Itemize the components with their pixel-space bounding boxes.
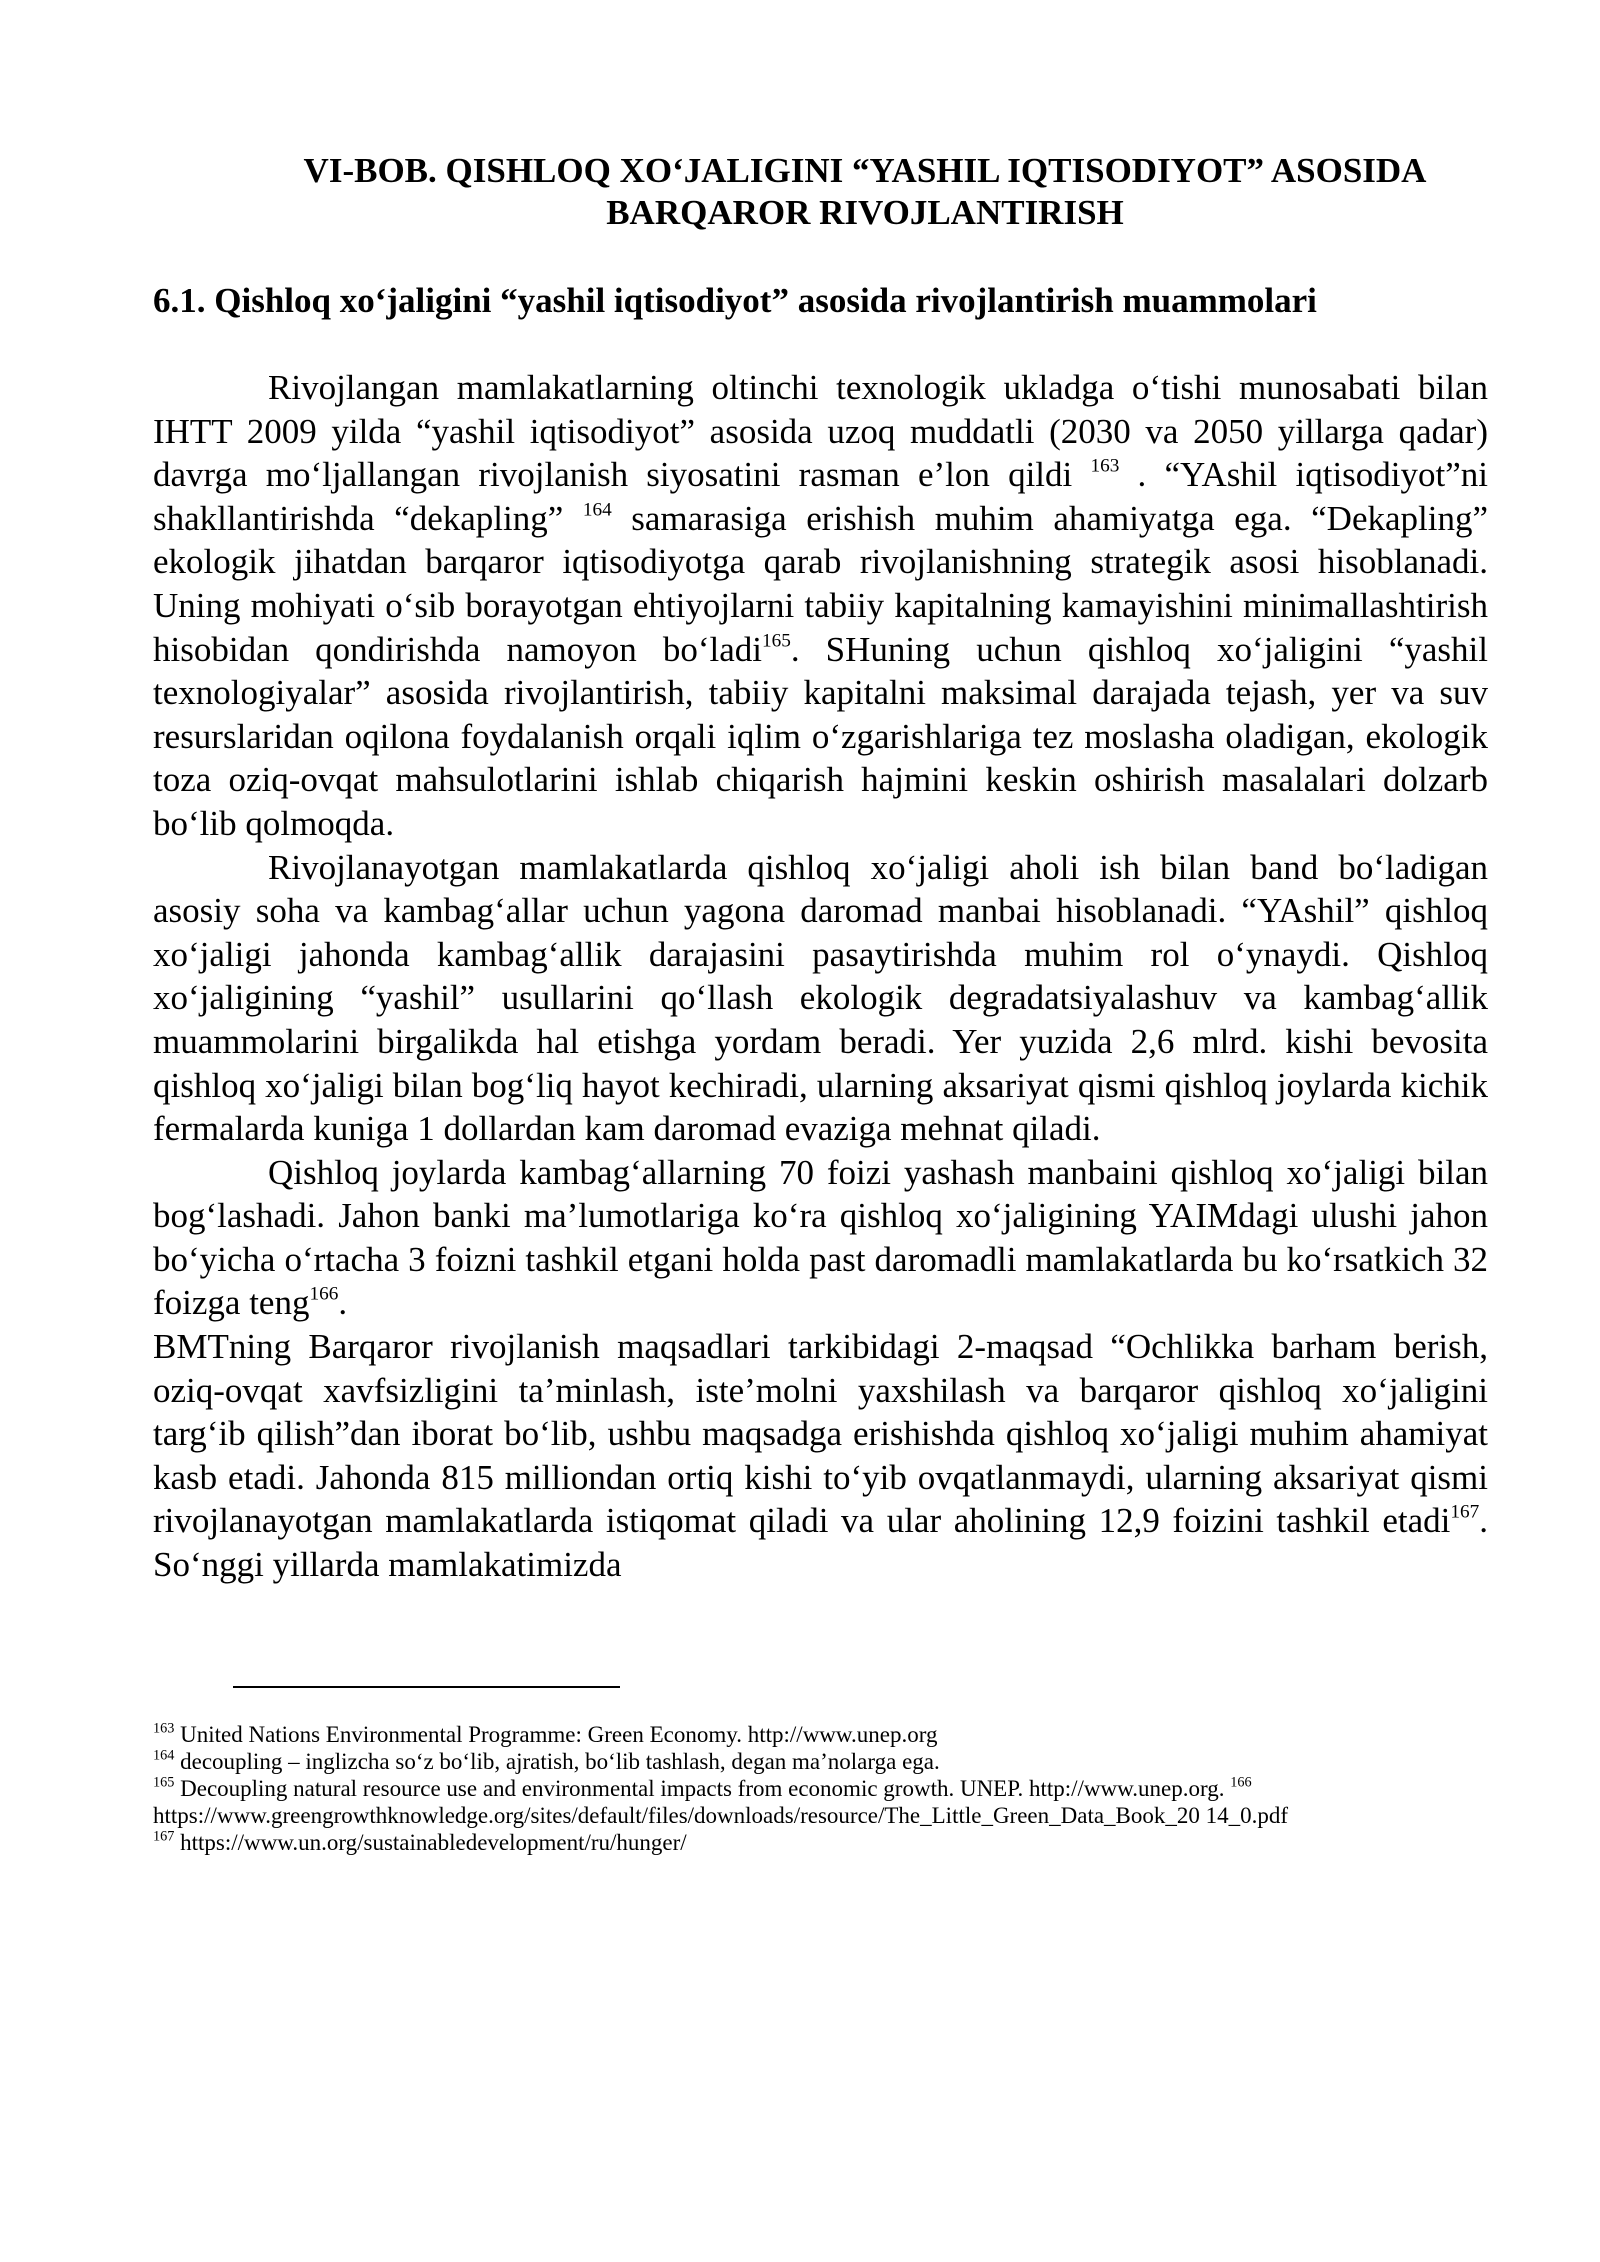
section-title: 6.1. Qishloq xo‘jaligini “yashil iqtisodiyot” asosida rivojlantirish muammolari (153, 281, 1317, 320)
paragraph-3-text-b: . (338, 1283, 348, 1323)
chapter-title-line-1: VI-BOB. QISHLOQ XO‘JALIGINI “YASHIL IQTISODIYOT” ASOSIDA (303, 151, 1427, 190)
paragraph-1-text-d: . SHuning uchun qishloq xo‘jaligini “yashil texnologiyalar” asosida rivojlantirish, tabiiy kapitalni maksimal darajada tejash, yer va suv resurslaridan oqilona foydalanish orqali iqlim o‘zgarishlariga tez moslasha oladigan, ekologik toza oziq-ovqat mahsulotlarini ishlab chiqarish hajmini keskin oshirish masalalari dolzarb bo‘lib qolmoqda. (153, 629, 1488, 843)
footnote-text: Decoupling natural resource use and environmental impacts from economic growth. UNEP. http://www.unep.org. (174, 1776, 1231, 1801)
footnote-ref-167: 167 (1450, 1502, 1480, 1523)
paragraph-2: Rivojlanayotgan mamlakatlarda qishloq xo‘jaligi aholi ish bilan band bo‘ladigan asosiy soha va kambag‘allar uchun yagona daromad manbai hisoblanadi. “YAshil” qishloq xo‘jaligi jahonda kambag‘allik darajasini pasaytirishda muhim rol o‘ynaydi. Qishloq xo‘jaligining “yashil” usullarini qo‘llash ekologik degradatsiyalashuv va kambag‘allik muammolarini birgalikda hal etishga yordam beradi. Yer yuzida 2,6 mlrd. kishi bevosita qishloq xo‘jaligi bilan bog‘liq hayot kechiradi, ularning aksariyat qismi qishloq joylarda kichik fermalarda kuniga 1 dollardan kam daromad evaziga mehnat qiladi. (153, 847, 1488, 1149)
footnote-ref-165: 165 (761, 630, 791, 652)
paragraph-1-text-c: samarasiga erishish muhim ahamiyatga ega. “Dekapling” ekologik jihatdan barqaror iqtisodiyotga qarab rivojlanishning strategik asosi hisoblanadi. Uning mohiyati o‘sib borayotgan ehtiyojlarni tabiiy kapitalning kamayishini minimallashtirish hisobidan qondirishda namoyon bo‘ladi (153, 498, 1488, 669)
footnote-number: 163 (153, 1720, 175, 1737)
footnotes (153, 1721, 1488, 1856)
footnote-number: 165 (153, 1774, 175, 1791)
footnote-165 (153, 1775, 1488, 1802)
footnote-163 (153, 1721, 1488, 1748)
paragraph-1 (153, 366, 1488, 846)
footnote-number: 164 (153, 1747, 175, 1764)
footnote-text: United Nations Environmental Programme: Green Economy. http://www.unep.org (174, 1722, 938, 1747)
footnote-ref-166: 166 (309, 1284, 339, 1306)
footnote-number: 167 (153, 1828, 175, 1845)
paragraph-1-text-a: Rivojlangan mamlakatlarning oltinchi texnologik ukladga o‘tishi munosabati bilan IHTT 2009 yilda “yashil iqtisodiyot” asosida uzoq muddatli (2030 va 2050 yillarga qadar) davrga mo‘ljallangan rivojlanish siyosatini rasman e’lon qildi (153, 368, 1488, 495)
paragraph-4 (153, 1325, 1488, 1587)
footnote-166 (153, 1802, 1488, 1829)
paragraph-3-text-a: Qishloq joylarda kambag‘allarning 70 foizi yashash manbaini qishloq xo‘jaligi bilan bog‘lashadi. Jahon banki ma’lumotlariga ko‘ra qishloq xo‘jaligining YAIMdagi ulushi jahon bo‘yicha o‘rtacha 3 foizni tashkil etgani holda past daromadli mamlakatlarda bu ko‘rsatkich 32 foizga teng (153, 1152, 1488, 1323)
footnote-ref-164: 164 (582, 499, 612, 521)
footnote-text: https://www.greengrowthknowledge.org/sites/default/files/downloads/resource/The_Little_Green_Data_Book_20 14_0.pdf (153, 1803, 1289, 1828)
paragraph-4-text-a: BMTning Barqaror rivojlanish maqsadlari tarkibidagi 2-maqsad “Ochlikka barham berish, oziq-ovqat xavfsizligini ta’minlash, iste’molni yaxshilash va barqaror qishloq xo‘jaligini targ‘ib qilish”dan iborat bo‘lib, ushbu maqsadga erishishda qishloq xo‘jaligi muhim ahamiyat kasb etadi. Jahonda 815 milliondan ortiq kishi to‘yib ovqatlanmaydi, ularning aksariyat qismi rivojlanayotgan mamlakatlarda istiqomat qiladi va ular aholining 12,9 foizini tashkil etadi (153, 1327, 1488, 1541)
footnote-text: decoupling – inglizcha so‘z bo‘lib, ajratish, bo‘lib tashlash, degan ma’nolarga ega. (174, 1749, 940, 1774)
footnote-164 (153, 1748, 1488, 1775)
chapter-title-line-2: BARQAROR RIVOJLANTIRISH (606, 193, 1124, 232)
footnote-separator (233, 1686, 620, 1688)
footnote-text: https://www.un.org/sustainabledevelopment/ru/hunger/ (174, 1830, 687, 1855)
paragraph-3 (153, 1151, 1488, 1325)
paragraph-1-text-b: . “YAshil iqtisodiyot”ni shakllantirishda “dekapling” (153, 455, 1488, 538)
footnote-ref-163: 163 (1090, 455, 1120, 477)
body-text (153, 366, 1488, 1587)
footnote-167 (153, 1829, 1488, 1856)
chapter-title (230, 150, 1500, 234)
footnote-number: 166 (1230, 1774, 1252, 1791)
paragraph-4-text-b: . So‘nggi yillarda mamlakatimizda (153, 1501, 1488, 1585)
